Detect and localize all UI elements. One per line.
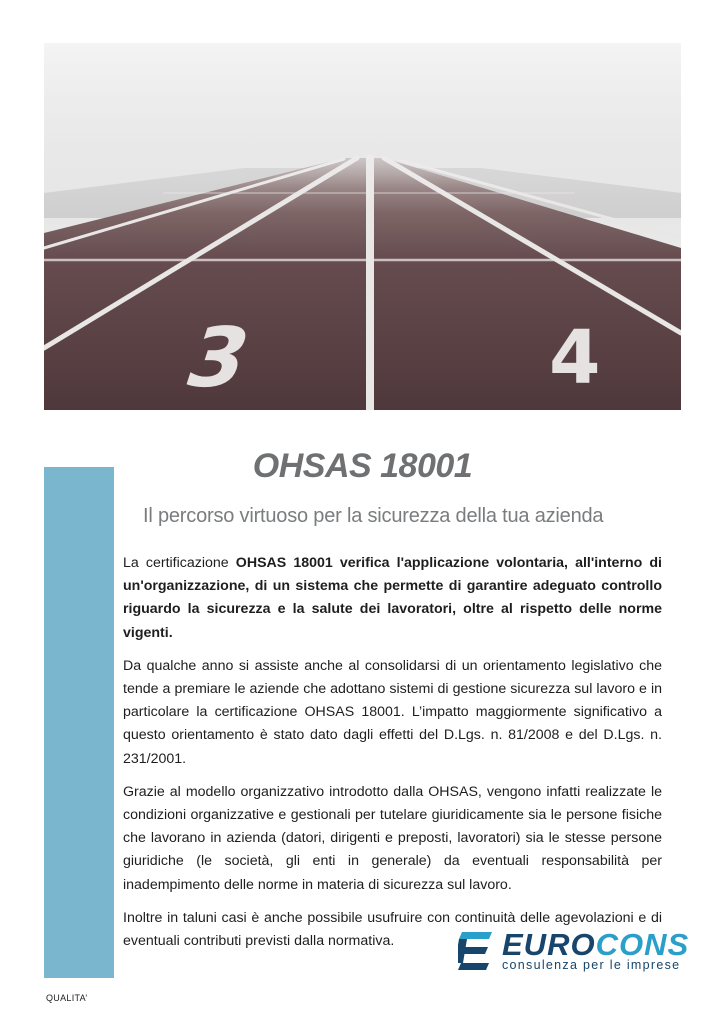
paragraph-2: Da qualche anno si assiste anche al consolidarsi di un orientamento legislativo che tende a premiare le aziende che adottano sistemi di gestione sicurezza sul lavoro e in particolare la certificazione OHSAS 18001. L’impatto maggiormente significativo a questo orientamento è stato dato dagli effetti del D.Lgs. n. 81/2008 e del D.Lgs. n. 231/2001. <box>123 657 662 767</box>
lane-number-3: 3 <box>174 309 263 406</box>
eurocons-logo <box>458 927 690 974</box>
paragraph-1-bold: OHSAS 18001 verifica l'applicazione volontaria, all'interno di un'organizzazione, di un sistema che permette di garantire adeguato controllo riguardo la sicurezza e la salute dei lavoratori, oltre al rispetto delle norme vigenti. <box>123 555 662 641</box>
paragraph-4: Inoltre in taluni casi è anche possibile usufruire con continuità delle agevolazioni e di eventuali contributi previsti dalla normativa. <box>123 909 662 950</box>
lane-number-4: 4 <box>549 315 601 401</box>
running-track-illustration <box>44 43 681 410</box>
hero-image-running-track <box>44 43 681 410</box>
footer-section-label: QUALITA’ <box>46 993 88 1003</box>
logo-tagline: consulenza per le imprese <box>502 958 681 972</box>
logo-wordmark-cons: CONS <box>595 927 690 962</box>
body-text <box>123 552 662 963</box>
paragraph-3: Grazie al modello organizzativo introdotto dalla OHSAS, vengono infatti realizzate le condizioni organizzative e gestionali per tutelare giuridicamente sia le persone fisiche che lavorano in azienda (datori, dirigenti e preposti, lavoratori) sia le stesse persone giuridiche (le società, gli enti in generale) da eventuali responsabilità per inadempimento delle norme in materia di sicurezza sul lavoro. <box>123 783 662 893</box>
paragraph-1-lead: La certificazione <box>123 555 236 571</box>
page-subtitle: Il percorso virtuoso per la sicurezza della tua azienda <box>143 505 604 527</box>
logo-wordmark-euro: EURO <box>502 927 596 962</box>
page-title: OHSAS 18001 <box>252 447 473 485</box>
paragraph-1 <box>123 552 662 645</box>
side-accent-bar <box>44 467 114 978</box>
eurocons-logo-icon <box>458 932 492 970</box>
